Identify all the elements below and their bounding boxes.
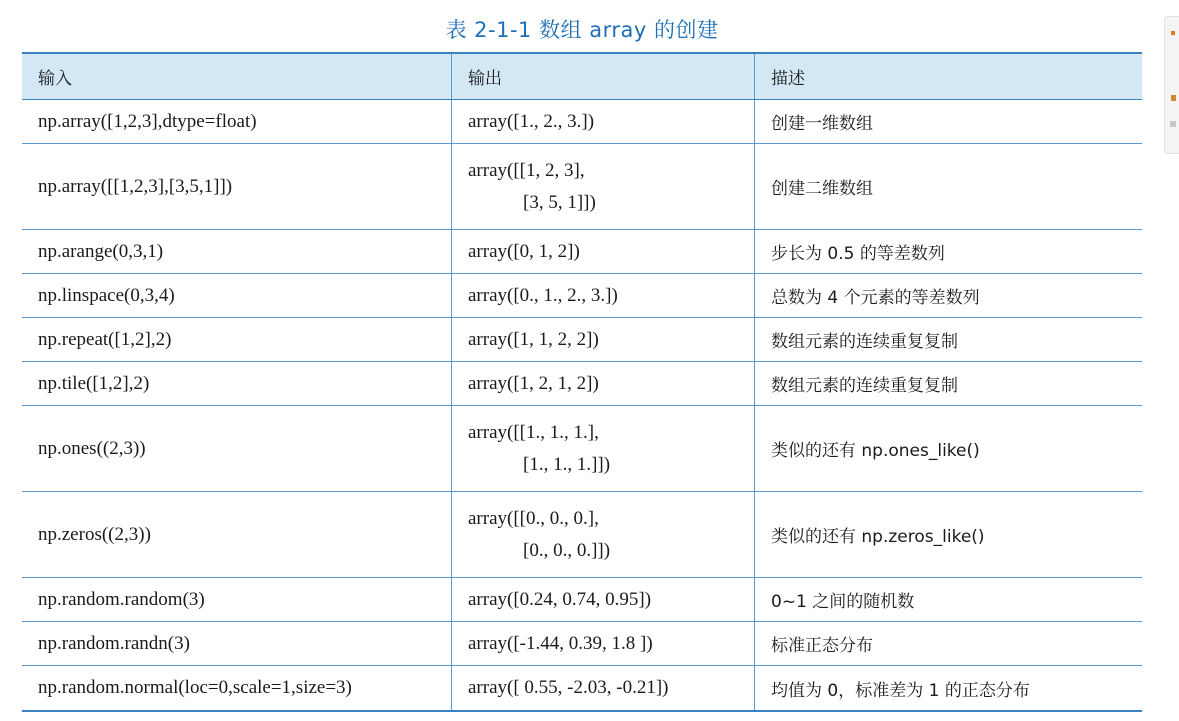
- table-row: [22, 274, 1142, 318]
- input-cell: np.tile([1,2],2): [22, 362, 452, 405]
- column-header-description: 描述: [771, 69, 805, 89]
- description-cell: 创建一维数组: [771, 114, 873, 134]
- column-header-input: 输入: [22, 54, 452, 99]
- input-cell: np.ones((2,3)): [22, 406, 452, 491]
- description-cell: 0~1 之间的随机数: [771, 592, 915, 612]
- output-cell: [452, 318, 755, 361]
- description-cell: 步长为 0.5 的等差数列: [771, 244, 945, 264]
- description-cell: 总数为 4 个元素的等差数列: [771, 288, 980, 308]
- table-row: [22, 666, 1142, 710]
- output-line: [0., 0., 0.]]): [523, 539, 611, 561]
- output-line: [1., 1., 1.]]): [523, 453, 611, 475]
- description-cell: 类似的还有 np.zeros_like(): [771, 527, 985, 547]
- table-header-row: [22, 54, 1142, 100]
- description-cell: 类似的还有 np.ones_like(): [771, 441, 980, 461]
- table-row: [22, 100, 1142, 144]
- input-cell: np.array([[1,2,3],[3,5,1]]): [22, 144, 452, 229]
- table-row: [22, 230, 1142, 274]
- input-cell: np.zeros((2,3)): [22, 492, 452, 577]
- column-header-output: 输出: [452, 54, 755, 99]
- table-row: [22, 144, 1142, 230]
- output-line: array([[1, 2, 3],: [468, 159, 585, 181]
- side-marker-icon: [1170, 121, 1176, 127]
- output-line: array([0, 1, 2]): [468, 240, 580, 262]
- output-line: array([[1., 1., 1.],: [468, 421, 599, 443]
- description-cell: 均值为 0，标准差为 1 的正态分布: [771, 680, 1030, 701]
- table-row: [22, 622, 1142, 666]
- input-cell: np.random.normal(loc=0,scale=1,size=3): [22, 666, 452, 710]
- output-cell: [452, 144, 755, 229]
- input-cell: np.arange(0,3,1): [22, 230, 452, 273]
- output-cell: [452, 666, 755, 710]
- output-cell: [452, 362, 755, 405]
- description-cell: 数组元素的连续重复复制: [771, 332, 958, 352]
- description-cell: 创建二维数组: [771, 179, 873, 199]
- input-cell: np.random.randn(3): [22, 622, 452, 665]
- table-row: [22, 578, 1142, 622]
- output-cell: [452, 492, 755, 577]
- table-row: [22, 406, 1142, 492]
- input-cell: np.array([1,2,3],dtype=float): [22, 100, 452, 143]
- input-cell: np.random.random(3): [22, 578, 452, 621]
- table-row: [22, 492, 1142, 578]
- input-cell: np.repeat([1,2],2): [22, 318, 452, 361]
- output-cell: [452, 406, 755, 491]
- output-line: array([ 0.55, -2.03, -0.21]): [468, 677, 669, 698]
- output-cell: [452, 274, 755, 317]
- table-caption: 表 2-1-1 数组 array 的创建: [445, 18, 719, 42]
- output-line: array([0.24, 0.74, 0.95]): [468, 588, 652, 610]
- output-line: array([1, 2, 1, 2]): [468, 372, 599, 394]
- output-line: array([-1.44, 0.39, 1.8 ]): [468, 632, 653, 654]
- description-cell: 数组元素的连续重复复制: [771, 376, 958, 396]
- output-cell: [452, 230, 755, 273]
- output-line: array([[0., 0., 0.],: [468, 507, 599, 529]
- output-cell: [452, 578, 755, 621]
- output-cell: [452, 100, 755, 143]
- table-row: [22, 362, 1142, 406]
- output-line: array([1., 2., 3.]): [468, 110, 595, 132]
- output-line: [3, 5, 1]]): [523, 191, 596, 213]
- array-creation-table: [22, 52, 1142, 712]
- output-line: array([1, 1, 2, 2]): [468, 328, 599, 350]
- output-line: array([0., 1., 2., 3.]): [468, 284, 618, 306]
- description-cell: 标准正态分布: [771, 636, 873, 656]
- input-cell: np.linspace(0,3,4): [22, 274, 452, 317]
- side-marker-icon: [1171, 95, 1176, 101]
- output-cell: [452, 622, 755, 665]
- side-panel-edge: [1164, 16, 1179, 154]
- table-row: [22, 318, 1142, 362]
- side-marker-icon: [1171, 31, 1175, 35]
